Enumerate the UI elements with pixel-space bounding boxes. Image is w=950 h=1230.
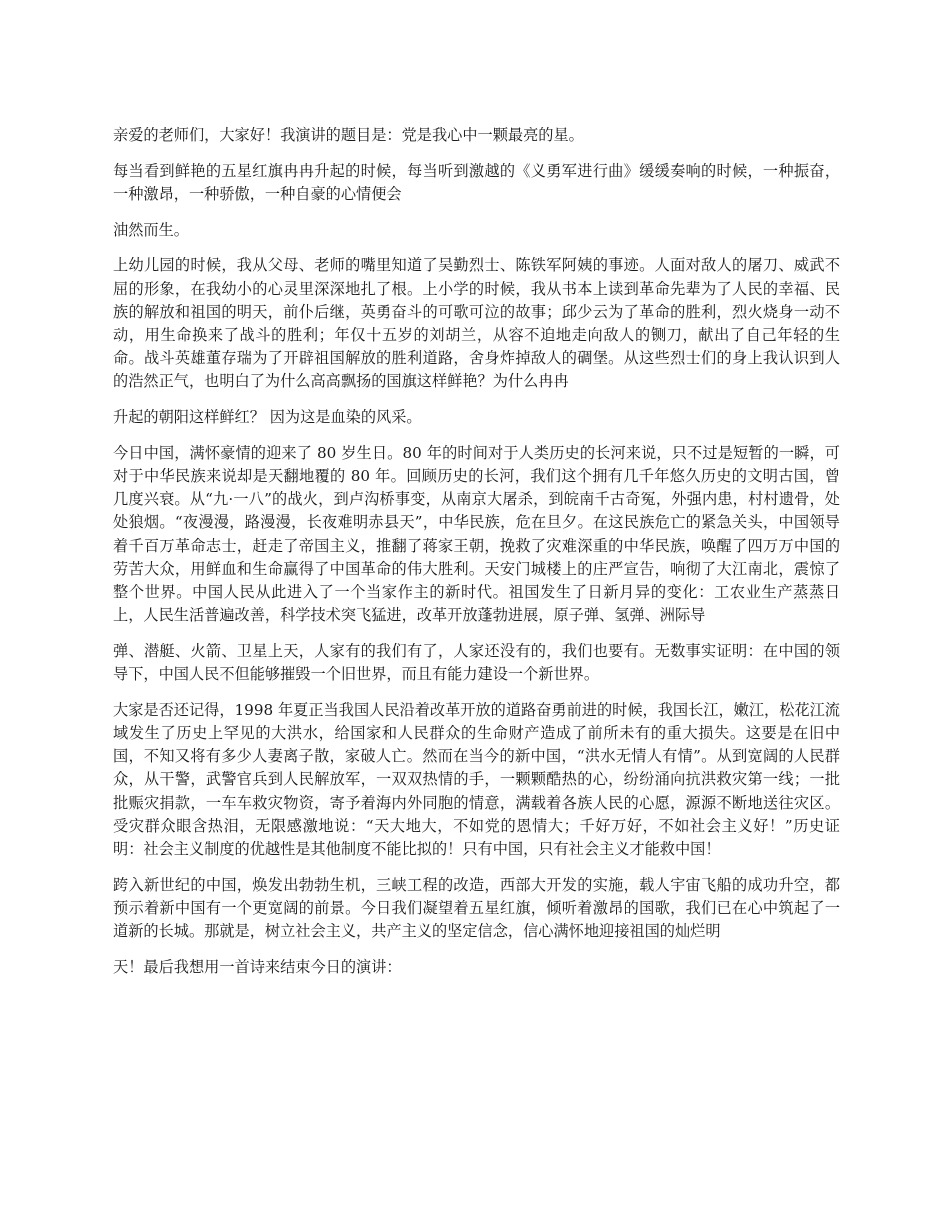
paragraph-new-world: 弹、潜艇、火箭、卫星上天，人家有的我们有了，人家还没有的，我们也要有。无数事实证明：在中国的领导下，中国人民不但能够摧毁一个旧世界，而且有能力建设一个新世界。 <box>113 641 840 684</box>
paragraph-80th-birthday: 今日中国，满怀豪情的迎来了 80 岁生日。80 年的时间对于人类历史的长河来说，只不过是短暂的一瞬，可对于中华民族来说却是天翻地覆的 80 年。回顾历史的长河，我们这个拥有几千年悠久历史的文明古国，曾几度兴衰。从“九·一八”的战火，到卢沟桥事变，从南京大屠杀，到皖南千古奇冤，外强内患，村村遗骨，处处狼烟。“夜漫漫，路漫漫，长夜难明赤县天”，中华民族，危在旦夕。在这民族危亡的紧急关头，中国领导着千百万革命志士，赶走了帝国主义，推翻了蒋家王朝，挽救了灾难深重的中华民族，唤醒了四万万中国的劳苦大众，用鲜血和生命赢得了中国革命的伟大胜利。天安门城楼上的庄严宣告，响彻了大江南北，震惊了整个世界。中国人民从此进入了一个当家作主的新时代。祖国发生了日新月异的变化：工农业生产蒸蒸日上，人民生活普遍改善，科学技术突飞猛进，改革开放蓬勃进展，原子弹、氢弹、洲际导 <box>113 443 840 625</box>
paragraph-new-century: 跨入新世纪的中国，焕发出勃勃生机，三峡工程的改造，西部大开发的实施，载人宇宙飞船的成功升空，都预示着新中国有一个更宽阔的前景。今日我们凝望着五星红旗，倾听着激昂的国歌，我们已在心中筑起了一道新的长城。那就是，树立社会主义，共产主义的坚定信念，信心满怀地迎接祖国的灿烂明 <box>113 875 840 941</box>
paragraph-flag-anthem: 每当看到鲜艳的五星红旗冉冉升起的时候，每当听到激越的《义勇军进行曲》缓缓奏响的时候，一种振奋，一种激昂，一种骄傲，一种自豪的心情便会 <box>113 161 840 203</box>
paragraph-greeting: 亲爱的老师们，大家好！我演讲的题目是：党是我心中一颗最亮的星。 <box>113 126 584 144</box>
paragraph-blood-stained: 升起的朝阳这样鲜红？ 因为这是血染的风采。 <box>113 408 422 427</box>
paragraph-childhood-heroes: 上幼儿园的时候，我从父母、老师的嘴里知道了吴勤烈士、陈铁军阿姨的事迹。人面对敌人的屠刀、威武不屈的形象，在我幼小的心灵里深深地扎了根。上小学的时候，我从书本上读到革命先辈为了人民的幸福、民族的解放和祖国的明天，前仆后继，英勇奋斗的可歌可泣的故事；邱少云为了革命的胜利，烈火烧身一动不动，用生命换来了战斗的胜利；年仅十五岁的刘胡兰，从容不迫地走向敌人的铡刀，献出了自己年轻的生命。战斗英雄董存瑞为了开辟祖国解放的胜利道路，舍身炸掉敌人的碉堡。从这些烈士们的身上我认识到人的浩然正气，也明白了为什么高高飘扬的国旗这样鲜艳？为什么冉冉 <box>113 256 840 391</box>
paragraph-feeling-arises: 油然而生。 <box>113 220 189 239</box>
paragraph-1998-flood: 大家是否还记得，1998 年夏正当我国人民沿着改革开放的道路奋勇前进的时候，我国长江，嫩江，松花江流域发生了历史上罕见的大洪水，给国家和人民群众的生命财产造成了前所未有的重大损失。这要是在旧中国，不知又将有多少人妻离子散，家破人亡。然而在当今的新中国，“洪水无情人有情”。从到宽阔的人民群众，从干警，武警官兵到人民解放军，一双双热情的手，一颗颗酷热的心，纷纷涌向抗洪救灾第一线；一批批赈灾捐款，一车车救灾物资，寄予着海内外同胞的情意，满载着各族人民的心愿，源源不断地送往灾区。受灾群众眼含热泪，无限感激地说：“天大地大，不如党的恩情大；千好万好，不如社会主义好！”历史证明：社会主义制度的优越性是其他制度不能比拟的！只有中国，只有社会主义才能救中国！ <box>113 700 840 858</box>
paragraph-closing: 天！最后我想用一首诗来结束今日的演讲： <box>113 957 402 976</box>
speech-document <box>113 124 840 992</box>
